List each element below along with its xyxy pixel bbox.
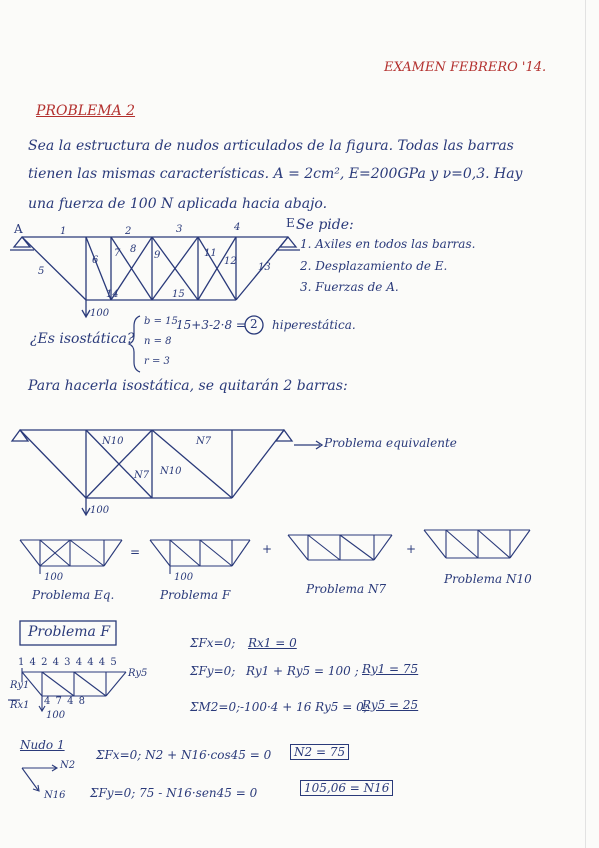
- bar-label-9: 9: [154, 250, 161, 261]
- node-e-label: E: [286, 216, 295, 230]
- bar-label-4: 4: [234, 222, 241, 233]
- statement-line-2: tienen las mismas características. A = 2cm², E=200GPa y ν=0,3. Hay: [28, 166, 523, 182]
- eq3-rhs: Ry5 = 25: [362, 698, 419, 712]
- node-a-label: A: [14, 222, 23, 236]
- decomposition-f-label: Problema F: [160, 588, 231, 602]
- node1-eq2: ΣFy=0; 75 - N16·sen45 = 0: [90, 786, 258, 800]
- request-item-3: 3. Fuerzas de A.: [300, 280, 399, 294]
- statement-line-3: una fuerza de 100 N aplicada hacia abajo.: [28, 196, 328, 212]
- main-truss: [10, 237, 300, 317]
- decomposition-eq-load: 100: [44, 572, 64, 583]
- node1-res1: N2 = 75: [290, 744, 349, 760]
- equivalent-n7-top: N7: [196, 436, 212, 447]
- decomposition-plus-2: +: [406, 542, 417, 556]
- isostatic-r: r = 3: [144, 356, 170, 367]
- node1-res2: 105,06 = N16: [300, 780, 393, 796]
- bar-label-15: 15: [172, 289, 185, 300]
- problem-f-ry1: Ry1: [10, 680, 30, 691]
- node1-n2: N2: [60, 760, 76, 771]
- decomposition-f-load: 100: [174, 572, 194, 583]
- bar-label-12: 12: [224, 256, 237, 267]
- isostatic-result: 2: [250, 317, 258, 331]
- node1-sketch: [22, 765, 57, 791]
- bar-label-6: 6: [92, 255, 99, 266]
- problem-f-dims-bottom: 4 7 4 8: [44, 696, 86, 707]
- decomposition-eq-label: Problema Eq.: [32, 588, 115, 602]
- bar-label-1: 1: [60, 226, 67, 237]
- node1-n16: N16: [44, 790, 66, 801]
- bar-label-7: 7: [114, 248, 121, 259]
- remove-bars-text: Para hacerla isostática, se quitarán 2 barras:: [28, 378, 348, 394]
- problem-f-ry5: Ry5: [128, 668, 148, 679]
- eq2-lhs: ΣFy=0;: [190, 664, 236, 678]
- equivalent-label: Problema equivalente: [324, 436, 457, 450]
- eq3-mid: -100·4 + 16 Ry5 = 0;: [240, 700, 368, 714]
- decomposition-equals: =: [130, 545, 141, 559]
- request-item-2: 2. Desplazamiento de E.: [300, 259, 448, 273]
- eq2-rhs: Ry1 = 75: [362, 662, 419, 676]
- eq1-rhs: Rx1 = 0: [248, 636, 297, 650]
- bar-label-3: 3: [176, 224, 183, 235]
- node1-eq1: ΣFx=0; N2 + N16·cos45 = 0: [96, 748, 272, 762]
- bar-label-5: 5: [38, 266, 45, 277]
- isostatic-b: b = 15: [144, 316, 178, 327]
- decomposition-n7-label: Problema N7: [306, 582, 387, 596]
- problem-f-dims-top: 1 4 2 4 3 4 4 4 5: [18, 657, 118, 668]
- bar-label-2: 2: [125, 226, 132, 237]
- bar-label-14: 14: [106, 289, 119, 300]
- eq2-mid: Ry1 + Ry5 = 100 ;: [246, 664, 359, 678]
- bar-label-13: 13: [258, 262, 271, 273]
- equivalent-load: 100: [90, 505, 110, 516]
- problem-label: PROBLEMA 2: [36, 103, 136, 119]
- node1-title: Nudo 1: [20, 738, 65, 752]
- eq3-lhs: ΣM2=0;: [190, 700, 241, 714]
- problem-f-load: 100: [46, 710, 66, 721]
- bar-label-11: 11: [204, 248, 217, 259]
- statement-line-1: Sea la estructura de nudos articulados de la figura. Todas las barras: [28, 138, 514, 154]
- isostatic-formula: 15+3-2·8 =: [176, 318, 246, 332]
- requests-title: Se pide:: [296, 217, 354, 233]
- bar-label-8: 8: [130, 244, 137, 255]
- eq1-lhs: ΣFx=0;: [190, 636, 236, 650]
- equivalent-n7-bottom: N7: [134, 470, 150, 481]
- problem-f-rx1: Rx1: [10, 700, 30, 711]
- decomposition-trusses: [20, 530, 530, 574]
- decomposition-n10-label: Problema N10: [444, 572, 532, 586]
- equivalent-n10-bottom: N10: [160, 466, 182, 477]
- isostatic-question: ¿Es isostática?: [30, 331, 135, 347]
- exam-title: EXAMEN FEBRERO '14.: [384, 60, 547, 75]
- problem-f-title: Problema F: [28, 624, 111, 640]
- isostatic-conclusion: hiperestática.: [272, 318, 356, 332]
- decomposition-plus-1: +: [262, 542, 273, 556]
- main-load-label: 100: [90, 308, 110, 319]
- equivalent-n10-top: N10: [102, 436, 124, 447]
- request-item-1: 1. Axiles en todos las barras.: [300, 237, 476, 251]
- isostatic-n: n = 8: [144, 336, 172, 347]
